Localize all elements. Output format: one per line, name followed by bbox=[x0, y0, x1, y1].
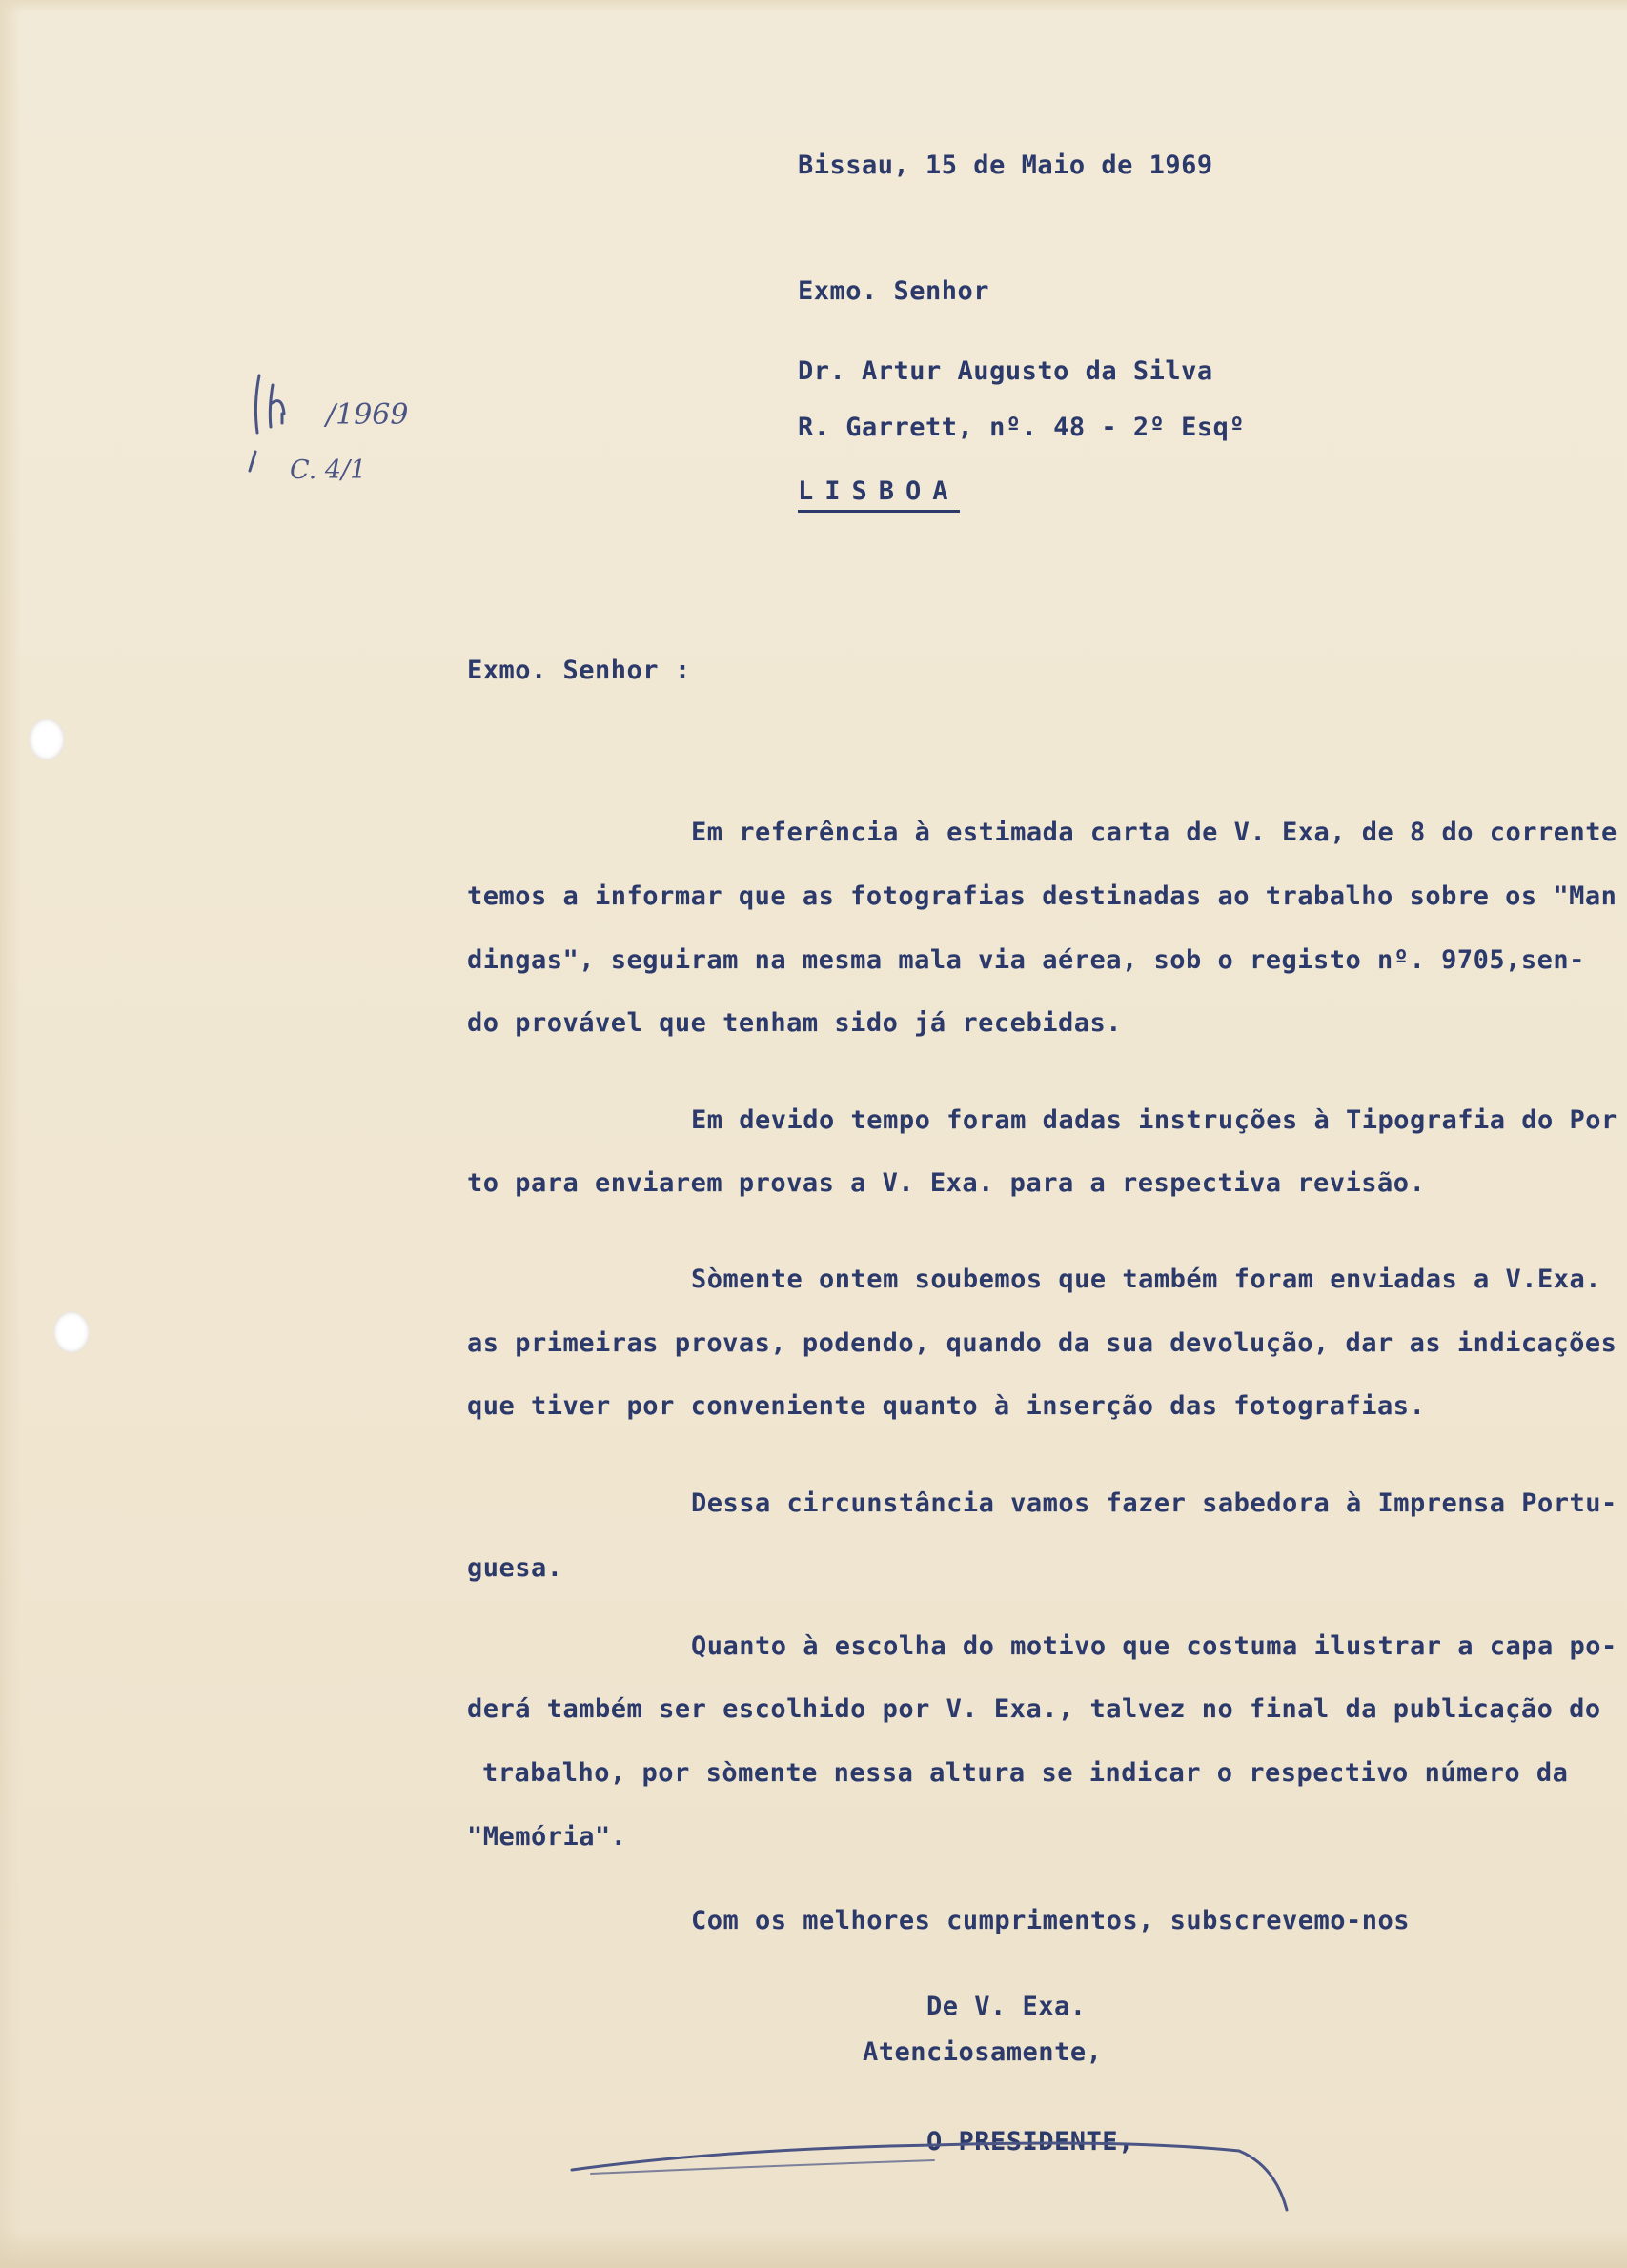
date-line: Bissau, 15 de Maio de 1969 bbox=[798, 151, 1213, 180]
signature-title: O PRESIDENTE, bbox=[926, 2127, 1134, 2157]
addressee-city: LISBOA bbox=[798, 476, 960, 513]
addressee-street: R. Garrett, nº. 48 - 2º Esqº bbox=[798, 413, 1246, 442]
closing-line: De V. Exa. bbox=[926, 1992, 1087, 2021]
body-line: do provável que tenham sido já recebidas. bbox=[467, 1008, 1122, 1038]
margin-reference-year: /1969 bbox=[326, 398, 409, 432]
closing-line: Atenciosamente, bbox=[863, 2037, 1103, 2067]
body-line: Em devido tempo foram dadas instruções à Tipografia do Por bbox=[691, 1105, 1617, 1135]
body-line: trabalho, por sòmente nessa altura se indicar o respectivo número da bbox=[482, 1758, 1569, 1788]
salutation: Exmo. Senhor : bbox=[467, 656, 691, 685]
paper-edge-top bbox=[0, 0, 1627, 13]
paper-edge-bottom bbox=[0, 2230, 1627, 2268]
body-line: Dessa circunstância vamos fazer sabedora à Imprensa Portu- bbox=[691, 1488, 1617, 1518]
body-line: Em referência à estimada carta de V. Exa, de 8 do corrente bbox=[691, 818, 1617, 847]
body-line: guesa. bbox=[467, 1553, 563, 1583]
paper-edge-left bbox=[0, 0, 21, 2268]
addressee-name: Dr. Artur Augusto da Silva bbox=[798, 356, 1213, 386]
body-line: as primeiras provas, podendo, quando da sua devolução, dar as indicações bbox=[467, 1328, 1617, 1358]
body-line: temos a informar que as fotografias destinadas ao trabalho sobre os "Man bbox=[467, 881, 1617, 911]
closing-line: Com os melhores cumprimentos, subscrevemo-nos bbox=[691, 1906, 1410, 1935]
signature-stroke-icon bbox=[534, 2111, 1296, 2225]
margin-reference-code: C. 4/1 bbox=[290, 456, 367, 485]
body-line: Quanto à escolha do motivo que costuma ilustrar a capa po- bbox=[691, 1631, 1617, 1661]
body-line: "Memória". bbox=[467, 1822, 627, 1852]
punch-hole-icon bbox=[53, 1311, 90, 1353]
body-line: Sòmente ontem soubemos que também foram enviadas a V.Exa. bbox=[691, 1265, 1602, 1294]
body-line: dingas", seguiram na mesma mala via aérea, sob o registo nº. 9705,sen- bbox=[467, 945, 1585, 975]
body-line: derá também ser escolhido por V. Exa., talvez no final da publicação do bbox=[467, 1694, 1601, 1724]
body-line: to para enviarem provas a V. Exa. para a respectiva revisão. bbox=[467, 1168, 1426, 1198]
addressee-salutation: Exmo. Senhor bbox=[798, 276, 990, 306]
punch-hole-icon bbox=[29, 719, 65, 760]
body-line: que tiver por conveniente quanto à inserção das fotografias. bbox=[467, 1391, 1426, 1421]
